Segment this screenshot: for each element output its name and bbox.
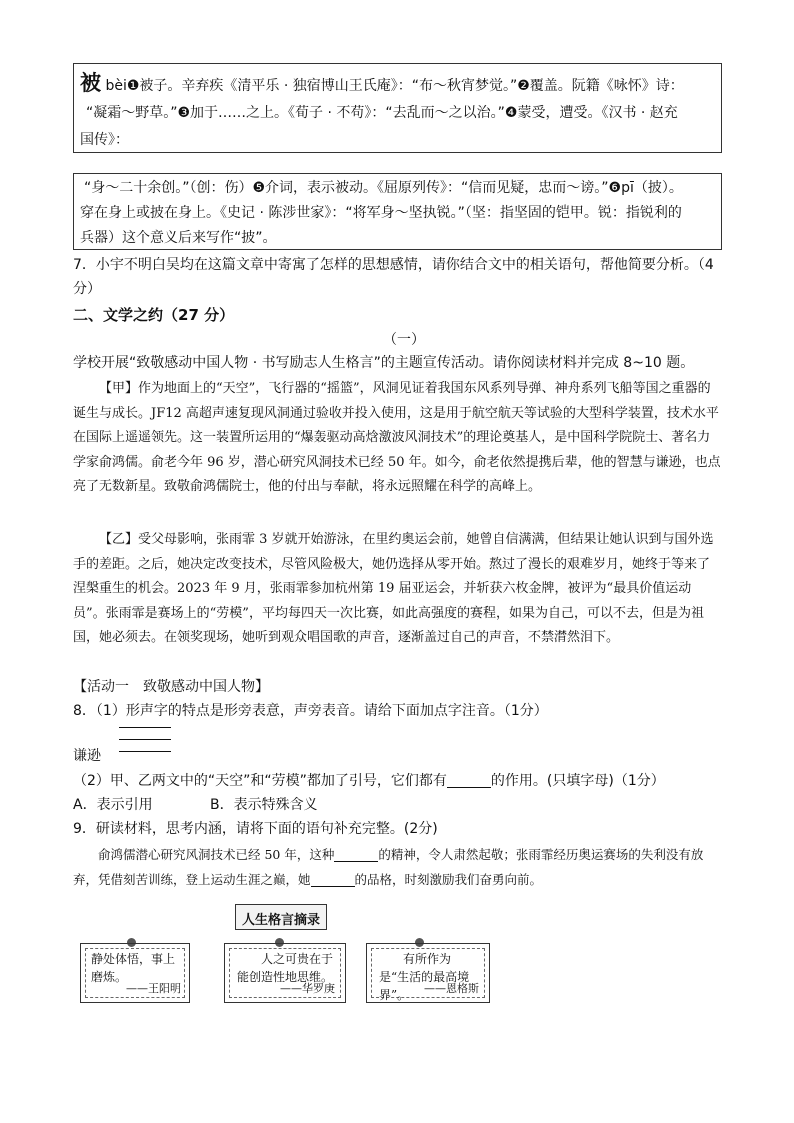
dictionary-line-6: 兵器）这个意义后来写作“披”。 [80, 230, 277, 246]
quote-author: ——恩格斯 [424, 982, 479, 995]
question-8-2: （2）甲、乙两文中的“天空”和“劳模”都加了引号，它们都有 的作用。(只填字母)（1分） [73, 773, 665, 789]
pinyin-line [119, 727, 171, 728]
intro-text: 学校开展“致敬感动中国人物 · 书写励志人生格言”的主题宣传活动。请你阅读材料并完成 8~10 题。 [73, 355, 695, 371]
pinyin-line [119, 751, 171, 752]
quote-text: 有所作为是“生活的最高境界”。 [379, 952, 470, 1002]
material-jia: 【甲】作为地面上的“天空”，飞行器的“摇篮”，风洞见证着我国东风系列导弹、神舟系列飞船等国之重器的诞生与成长。JF12 高超声速复现风洞通过验收并投入使用，这是用于航空航天等试验的大型科学装置，技术水平在国际上遥遥领先。这一装置所运用的“爆轰驱动高焓激波风洞技术”的理论奠基人，是中国科学院院士、著名力学家俞鸿儒。俞老今年 96 岁，潜心研究风洞技术已经 50 年。如今，俞老依然提携后辈，他的智慧与谦逊，也点亮了无数新星。致敬俞鸿儒院士，他的付出与奉献，将永远照耀在科学的高峰上。 [73, 381, 721, 494]
part-label: （一） [383, 332, 425, 348]
question-7-line-1: 7．小宇不明白吴均在这篇文章中寄寓了怎样的思想感情，请你结合文中的相关语句，帮他简要分析。（4 [73, 257, 714, 273]
quote-author: ——华罗庚 [280, 982, 335, 995]
question-7-line-2: 分） [73, 281, 101, 297]
quote-text: 静处体悟，事上磨炼。 [91, 952, 176, 984]
head-character: 被 [80, 70, 101, 95]
pinyin-line [119, 739, 171, 740]
quote-text: 人之可贵在于能创造性地思维。 [237, 952, 334, 984]
quote-card-2 [224, 943, 346, 1003]
dictionary-line-1: 被 bèi❶被子。辛弃疾《清平乐 · 独宿博山王氏庵》：“布～秋宵梦觉。”❷覆盖。阮籍《咏怀》诗： [80, 70, 684, 95]
dictionary-entry-box [73, 63, 722, 153]
question-8-word: 谦逊 [73, 748, 101, 764]
pinyin-answer-lines[interactable] [119, 727, 171, 763]
dictionary-line-4: “身～二十余创。”（创：伤）❺介词，表示被动。《屈原列传》：“信而见疑，忠而～谤。”❻pī（披）。 [84, 180, 683, 196]
quote-card-3 [366, 943, 490, 1003]
material-yi: 【乙】受父母影响，张雨霏 3 岁就开始游泳，在里约奥运会前，她曾自信满满，但结果让她认识到与国外选手的差距。之后，她决定改变技术，尽管风险极大，她仍选择从零开始。熬过了漫长的艰难岁月，她终于等来了涅槃重生的机会。2023 年 9 月，张雨霏参加杭州第 19 届亚运会，并斩获六枚金牌，被评为“最具价值运动员”。张雨霏是赛场上的“劳模”，平均每四天一次比赛，如此高强度的赛程，如果为自己，可以不去，但是为祖国，她必须去。在领奖现场，她听到观众唱国歌的声音，逐渐盖过自己的声音，不禁潸然泪下。 [73, 532, 714, 645]
dictionary-entry-box-continued [73, 173, 722, 250]
section-2-title: 二、文学之约（27 分） [73, 306, 235, 324]
answer-blank[interactable] [447, 773, 491, 788]
quote-author: ——王阳明 [126, 982, 181, 995]
option-b: B．表示特殊含义 [210, 797, 318, 813]
dictionary-line-2: “凝霜～野草。”❸加于……之上。《荀子 · 不苟》：“去乱而～之以治。”❹蒙受，遭受。《汉书 · 赵充 [86, 105, 678, 121]
quote-banner: 人生格言摘录 [235, 904, 327, 930]
question-8-1: 8．（1）形声字的特点是形旁表意，声旁表音。请给下面加点字注音。（1分） [73, 703, 548, 719]
activity-1-title: 【活动一 致敬感动中国人物】 [73, 679, 269, 695]
answer-blank-1[interactable] [334, 847, 378, 862]
option-a: A．表示引用 [73, 797, 153, 813]
quote-card-1 [80, 943, 190, 1003]
question-9: 9．研读材料，思考内涵，请将下面的语句补充完整。(2分) [73, 821, 438, 837]
dictionary-line-3: 国传》： [80, 132, 129, 148]
answer-blank-2[interactable] [311, 872, 355, 887]
dictionary-line-5: 穿在身上或披在身上。《史记 · 陈涉世家》：“将军身～坚执锐。”（坚：指坚固的铠甲。锐：指锐利的 [80, 205, 682, 221]
question-9-sentence: 俞鸿儒潜心研究风洞技术已经 50 年，这种 的精神，令人肃然起敬；张雨霏经历奥运赛场的失利没有放弃，凭借刻苦训练，登上运动生涯之巅，她 的品格，时刻激励我们奋勇向前。 [73, 847, 704, 887]
